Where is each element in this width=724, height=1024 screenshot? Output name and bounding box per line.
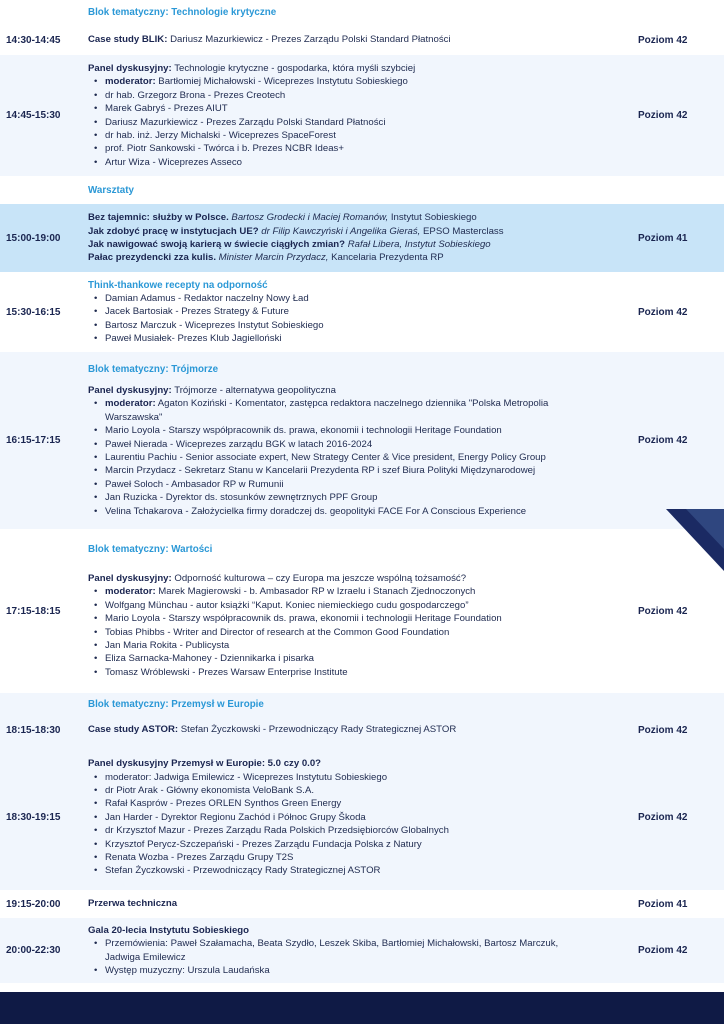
agenda-row xyxy=(0,176,724,204)
list-item: • moderator: Jadwiga Emilewicz - Wiceprezes Instytutu Sobieskiego xyxy=(105,771,634,784)
agenda-content xyxy=(88,62,634,169)
list-item: • Marcin Przydacz - Sekretarz Stanu w Kancelarii Prezydenta RP i szef Biura Polityki Międzynarodowej xyxy=(105,464,634,477)
list-item: • Tomasz Wróblewski - Prezes Warsaw Enterprise Institute xyxy=(105,666,634,679)
speaker-list xyxy=(88,397,634,518)
time-slot: 18:30-19:15 xyxy=(6,812,61,823)
agenda-row xyxy=(0,918,724,983)
session-text: Technologie krytyczne - gospodarka, która myśli szybciej xyxy=(171,62,416,74)
list-item: • dr Krzysztof Mazur - Prezes Zarządu Rada Polskich Przedsiębiorców Globalnych xyxy=(105,824,634,837)
speaker-list xyxy=(88,937,634,977)
block-heading: Blok tematyczny: Technologie krytyczne xyxy=(88,7,277,18)
block-heading: Warsztaty xyxy=(88,184,134,196)
block-heading: Think-thankowe recepty na odporność xyxy=(88,279,268,291)
list-item: • Paweł Nierada - Wiceprezes zarządu BGK w latach 2016-2024 xyxy=(105,438,634,451)
agenda-row xyxy=(0,272,724,352)
level-label: Poziom 42 xyxy=(638,435,688,446)
agenda-content xyxy=(88,363,634,518)
speaker-list xyxy=(88,292,634,346)
level-label: Poziom 41 xyxy=(638,898,688,910)
workshop-line: Jak nawigować swoją karierą w świecie ciągłych zmian? Rafał Libera, Instytut Sobieskiego xyxy=(88,239,491,250)
workshop-line: Pałac prezydencki zza kulis. Minister Marcin Przydacz, Kancelaria Prezydenta RP xyxy=(88,252,444,264)
agenda-content xyxy=(88,543,634,679)
list-item: • Występ muzyczny: Urszula Laudańska xyxy=(105,964,634,977)
session-title: Case study ASTOR: xyxy=(88,724,179,736)
level-label: Poziom 42 xyxy=(638,945,688,956)
list-item: • prof. Piotr Sankowski - Twórca i b. Prezes NCBR Ideas+ xyxy=(105,142,634,155)
list-item: • Tobias Phibbs - Writer and Director of research at the Common Good Foundation xyxy=(105,626,634,639)
time-slot: 19:15-20:00 xyxy=(6,898,61,910)
time-slot: 16:15-17:15 xyxy=(6,435,61,446)
moderator-label: moderator: xyxy=(105,76,156,88)
block-heading: Blok tematyczny: Wartości xyxy=(88,543,213,555)
list-item: • Wolfgang Münchau - autor książki “Kaput. Koniec niemieckiego cudu gospodarczego” xyxy=(105,599,634,612)
list-item: • Stefan Życzkowski - Przewodniczący Rady Strategicznej ASTOR xyxy=(105,864,634,877)
time-slot: 14:30-14:45 xyxy=(6,34,61,46)
speaker-list xyxy=(88,75,634,169)
agenda-row xyxy=(0,745,724,890)
level-label: Poziom 42 xyxy=(638,724,688,736)
list-item: • dr Piotr Arak - Główny ekonomista VeloBank S.A. xyxy=(105,784,634,797)
agenda-content xyxy=(88,723,634,736)
level-label: Poziom 42 xyxy=(638,812,688,823)
agenda-content xyxy=(88,211,634,265)
list-item: • moderator: Bartłomiej Michałowski - Wiceprezes Instytutu Sobieskiego xyxy=(105,75,634,88)
time-slot: 18:15-18:30 xyxy=(6,724,61,736)
session-text: Trójmorze - alternatywa geopolityczna xyxy=(171,384,336,396)
level-label: Poziom 42 xyxy=(638,34,688,46)
agenda-row xyxy=(0,55,724,176)
list-item: • Mario Loyola - Starszy współpracownik ds. prawa, ekonomii i technologii Heritage Foundation xyxy=(105,612,634,625)
list-item: • Bartosz Marczuk - Wiceprezes Instytut Sobieskiego xyxy=(105,319,634,332)
list-item: • Eliza Sarnacka-Mahoney - Dziennikarka i pisarka xyxy=(105,652,634,665)
session-title: Panel dyskusyjny: xyxy=(88,572,172,584)
agenda-content xyxy=(88,924,634,978)
agenda-row xyxy=(0,25,724,55)
moderator-label: moderator: xyxy=(105,398,156,410)
agenda-row xyxy=(0,890,724,918)
list-item: • Jan Harder - Dyrektor Regionu Zachód i Północ Grupy Škoda xyxy=(105,811,634,824)
footer-bar xyxy=(0,992,724,1024)
agenda-content xyxy=(88,33,634,46)
block-heading: Blok tematyczny: Trójmorze xyxy=(88,363,219,375)
session-title: Panel dyskusyjny Przemysł w Europie: 5.0 czy 0.0? xyxy=(88,758,322,770)
list-item: • Marek Gabryś - Prezes AIUT xyxy=(105,102,634,115)
agenda-content xyxy=(88,279,634,346)
session-title: Gala 20-lecia Instytutu Sobieskiego xyxy=(88,924,250,936)
workshop-line: Jak zdobyć pracę w instytucjach UE? dr Filip Kawczyński i Angelika Gieraś, EPSO Masterclass xyxy=(88,225,504,237)
time-slot: 14:45-15:30 xyxy=(6,110,61,121)
list-item: • Renata Wozba - Prezes Zarządu Grupy T2S xyxy=(105,851,634,864)
session-title: Przerwa techniczna xyxy=(88,898,178,910)
agenda-row xyxy=(0,0,724,25)
list-item: • moderator: Agaton Koziński - Komentator, zastępca redaktora naczelnego dziennika "Polska Metropolia Warszawska" xyxy=(105,397,634,424)
list-item: • dr hab. inż. Jerzy Michalski - Wiceprezes SpaceForest xyxy=(105,129,634,142)
moderator-label: moderator: xyxy=(105,586,156,598)
agenda-content xyxy=(88,698,634,711)
session-text: Stefan Życzkowski - Przewodniczący Rady Strategicznej ASTOR xyxy=(178,724,457,736)
list-item: • Dariusz Mazurkiewicz - Prezes Zarządu Polski Standard Płatności xyxy=(105,116,634,129)
workshop-line: Bez tajemnic: służby w Polsce. Bartosz Grodecki i Maciej Romanów, Instytut Sobieskiego xyxy=(88,212,477,224)
agenda-row xyxy=(0,529,724,693)
list-item: • Jan Maria Rokita - Publicysta xyxy=(105,639,634,652)
session-text: Dariusz Mazurkiewicz - Prezes Zarządu Polski Standard Płatności xyxy=(167,34,451,46)
list-item: • Jacek Bartosiak - Prezes Strategy & Future xyxy=(105,305,634,318)
agenda-content xyxy=(88,757,634,878)
list-item: • Artur Wiza - Wiceprezes Asseco xyxy=(105,156,634,169)
decorative-corner-triangles xyxy=(666,509,724,571)
session-title: Panel dyskusyjny: xyxy=(88,384,172,396)
level-label: Poziom 42 xyxy=(638,306,688,318)
agenda-row xyxy=(0,352,724,529)
list-item: • Paweł Musiałek- Prezes Klub Jagielloński xyxy=(105,332,634,345)
agenda-content xyxy=(88,6,634,19)
session-title: Panel dyskusyjny: xyxy=(88,62,172,74)
list-item: • Krzysztof Perycz-Szczepański - Prezes Zarządu Fundacja Polska z Natury xyxy=(105,838,634,851)
list-item: • Velina Tchakarova - Założycielka firmy doradczej ds. geopolityki FACE For A Conscious Experience xyxy=(105,505,634,518)
list-item: • moderator: Marek Magierowski - b. Ambasador RP w Izraelu i Stanach Zjednoczonych xyxy=(105,585,634,598)
agenda-content xyxy=(88,897,634,910)
speaker-list xyxy=(88,771,634,878)
agenda-content xyxy=(88,184,634,197)
list-item: • Rafał Kasprów - Prezes ORLEN Synthos Green Energy xyxy=(105,797,634,810)
level-label: Poziom 42 xyxy=(638,110,688,121)
agenda-row xyxy=(0,693,724,715)
speaker-list xyxy=(88,585,634,679)
list-item: • Przemówienia: Paweł Szałamacha, Beata Szydło, Leszek Skiba, Bartłomiej Michałowski, Bartosz Marczuk, Jadwiga Emilewicz xyxy=(105,937,634,964)
block-heading: Blok tematyczny: Przemysł w Europie xyxy=(88,698,264,710)
time-slot: 20:00-22:30 xyxy=(6,945,61,956)
list-item: • Jan Ruzicka - Dyrektor ds. stosunków zewnętrznych PPF Group xyxy=(105,491,634,504)
time-slot: 15:00-19:00 xyxy=(6,232,61,244)
list-item: • Laurentiu Pachiu - Senior associate expert, New Strategy Center & Vice president, Energy Policy Group xyxy=(105,451,634,464)
session-text: Odporność kulturowa – czy Europa ma jeszcze wspólną tożsamość? xyxy=(171,572,467,584)
level-label: Poziom 41 xyxy=(638,232,688,244)
time-slot: 15:30-16:15 xyxy=(6,306,61,318)
time-slot: 17:15-18:15 xyxy=(6,605,61,617)
agenda-row xyxy=(0,715,724,745)
agenda-row-highlighted xyxy=(0,204,724,272)
list-item: • Mario Loyola - Starszy współpracownik ds. prawa, ekonomii i technologii Heritage Foundation xyxy=(105,424,634,437)
list-item: • Damian Adamus - Redaktor naczelny Nowy Ład xyxy=(105,292,634,305)
level-label: Poziom 42 xyxy=(638,605,688,617)
list-item: • dr hab. Grzegorz Brona - Prezes Creotech xyxy=(105,89,634,102)
session-title: Case study BLIK: xyxy=(88,34,168,46)
list-item: • Paweł Soloch - Ambasador RP w Rumunii xyxy=(105,478,634,491)
